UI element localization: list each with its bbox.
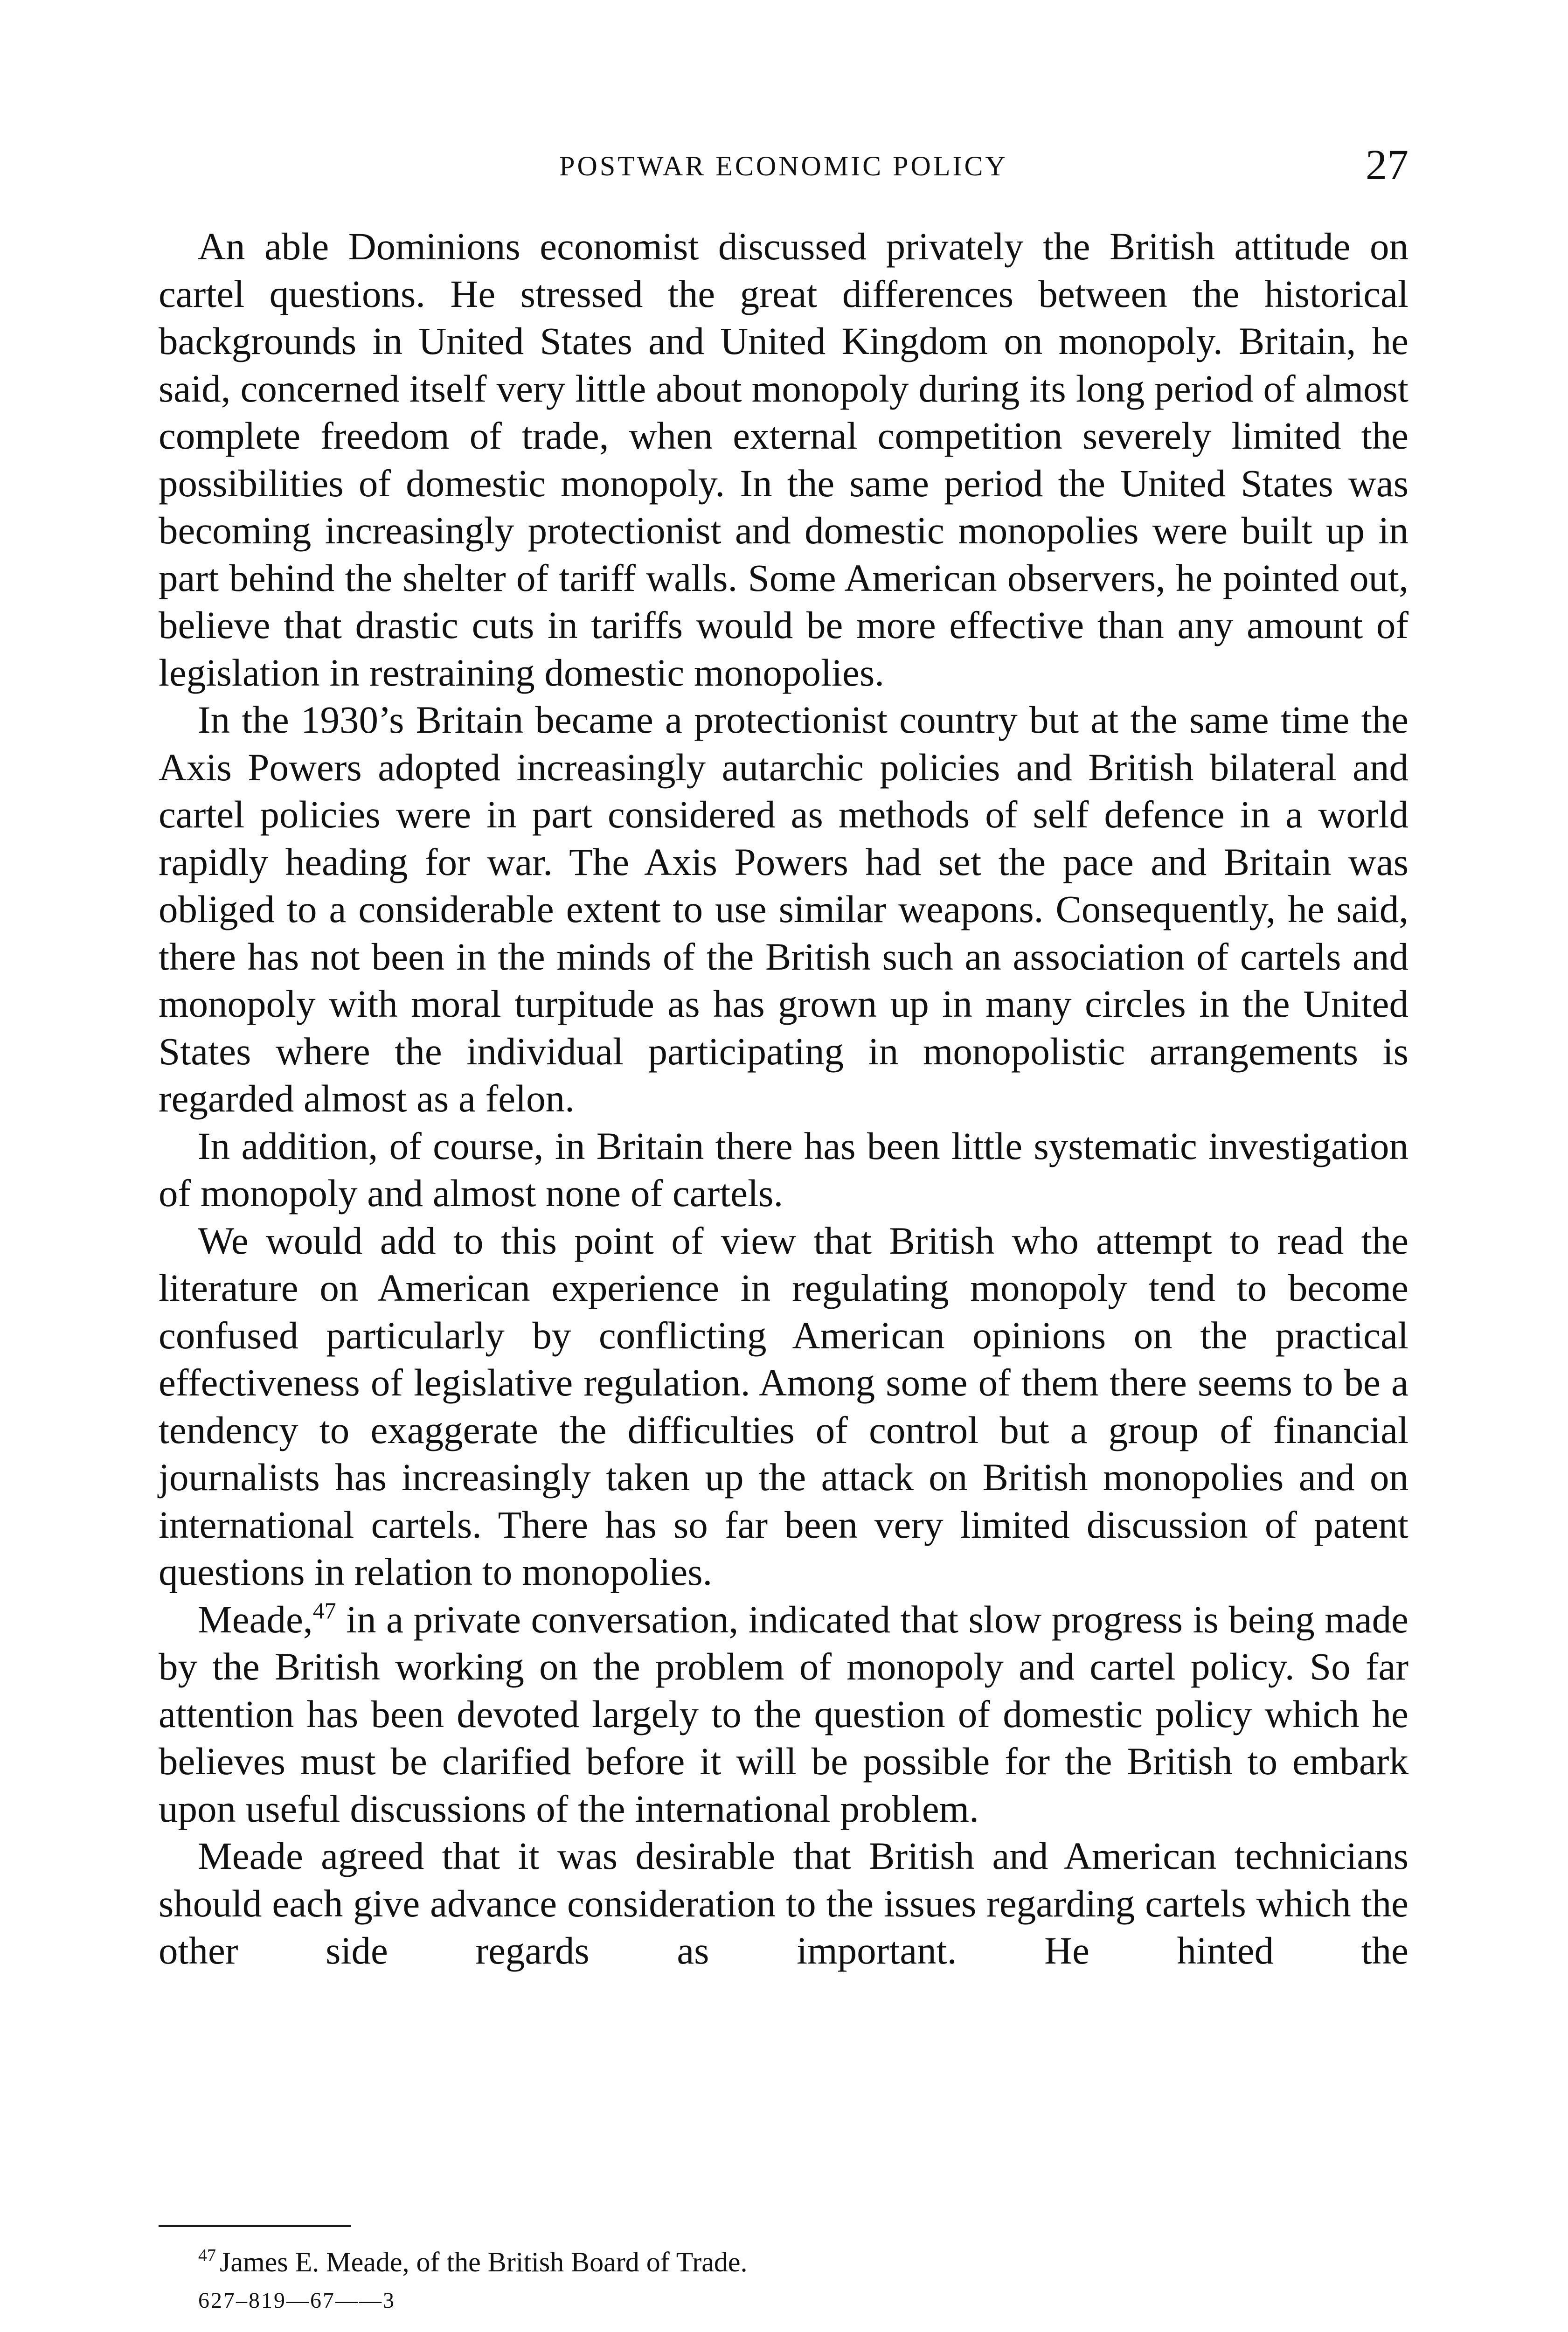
paragraph-meade-conversation	[159, 1596, 1408, 1833]
paragraph-britain-1930s: In the 1930’s Britain became a protectionist country but at the same time the Axis Powers adopted increasingly autarchic policies and British bilateral and cartel policies were in part considered as methods of self defence in a world rapidly heading for war. The Axis Powers had set the pace and Britain was obliged to a considerable extent to use similar weapons. Consequently, he said, there has not been in the minds of the British such an association of cartels and monopoly with moral turpitude as has grown up in many circles in the United States where the individual participating in monopolistic arrangements is regarded almost as a felon.	[159, 698, 1408, 1120]
paragraph-american-experience: We would add to this point of view that British who attempt to read the literature on American experience in regulating monopoly tend to become confused particularly by conflicting American opinions on the practical effectiveness of legislative regulation. Among some of them there seems to be a tendency to exaggerate the difficulties of control but a group of financial journalists has increasingly taken up the attack on British monopolies and on international cartels. There has so far been very limited discussion of patent questions in relation to monopolies.	[159, 1219, 1408, 1593]
running-title: POSTWAR ECONOMIC POLICY	[559, 151, 1008, 181]
print-code: 627–819—67——3	[198, 2288, 395, 2313]
paragraph-in-addition: In addition, of course, in Britain there has been little systematic investigation of monopoly and almost none of cartels.	[159, 1124, 1408, 1215]
body-text	[159, 223, 1408, 1975]
running-head	[159, 140, 1408, 191]
page-number: 27	[1366, 141, 1408, 188]
paragraph-dominions-economist: An able Dominions economist discussed privately the British attitude on cartel questions. He stressed the great differences between the historical backgrounds in United States and United Kingdom on monopoly. Britain, he said, concerned itself very little about monopoly during its long period of almost complete freedom of trade, when external competition severely limited the possibilities of domestic monopoly. In the same period the United States was becoming increasingly protectionist and domestic monopolies were built up in part behind the shelter of tariff walls. Some American observers, he pointed out, believe that drastic cuts in tariffs would be more effective than any amount of legislation in restraining domestic monopolies.	[159, 225, 1408, 694]
paragraph-meade-agreed: Meade agreed that it was desirable that British and American technicians should each give advance consideration to the issues regarding cartels which the other side regards as important. He hinted the	[159, 1834, 1408, 1972]
footnote-divider	[159, 2225, 351, 2227]
footnote	[198, 2243, 1411, 2281]
meade-lead: Meade,	[198, 1597, 313, 1641]
footnote-reference: 47	[312, 1597, 336, 1624]
footnote-mark: 47	[198, 2246, 216, 2265]
footnote-text: James E. Meade, of the British Board of Trade.	[220, 2247, 748, 2277]
meade-rest: in a private conversation, indicated that slow progress is being made by the British working on the problem of monopoly and cartel policy. So far attention has been devoted largely to the question of domestic policy which he believes must be clarified before it will be possible for the British to embark upon useful discussions of the international problem.	[159, 1597, 1408, 1830]
